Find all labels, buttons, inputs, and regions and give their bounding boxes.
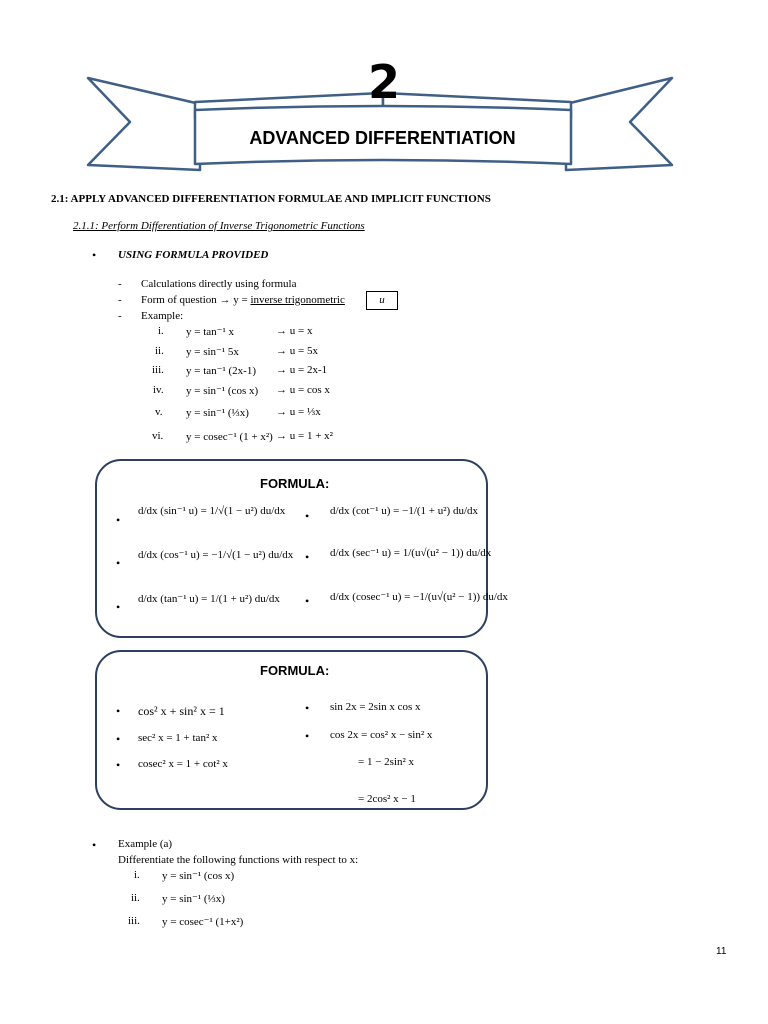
- section-heading: 2.1: APPLY ADVANCED DIFFERENTIATION FORMULAE AND IMPLICIT FUNCTIONS: [51, 193, 491, 205]
- dash-item-2-prefix: Form of question → y =: [141, 294, 251, 306]
- example-u: → u = cos x: [276, 384, 330, 396]
- formula-cos-inverse: d/dx (cos⁻¹ u) = −1/√(1 − u²) du/dx: [138, 549, 294, 561]
- example-u: → u = 1 + x²: [276, 430, 333, 442]
- chapter-number: 2: [367, 55, 400, 109]
- formula-sin-inverse: d/dx (sin⁻¹ u) = 1/√(1 − u²) du/dx: [138, 505, 286, 517]
- bullet-icon: •: [92, 838, 97, 852]
- dash-item-2-underlined: inverse trigonometric: [250, 294, 345, 306]
- example-expr: y = sin⁻¹ 5x: [186, 346, 239, 358]
- identity-sin2x: sin 2x = 2sin x cos x: [330, 701, 421, 713]
- example-num: v.: [155, 406, 163, 418]
- example-a-num: ii.: [131, 892, 140, 904]
- dash-icon: -: [118, 310, 122, 322]
- example-u: → u = x: [276, 325, 313, 337]
- example-expr: y = cosec⁻¹ (1 + x²): [186, 431, 273, 443]
- bullet-icon: •: [116, 600, 121, 614]
- identity-cos2x-b: = 1 − 2sin² x: [358, 756, 415, 768]
- bullet-icon: •: [116, 704, 121, 718]
- example-u: → u = 2x-1: [276, 364, 328, 376]
- identity-pythagorean-3: cosec² x = 1 + cot² x: [138, 758, 228, 770]
- bullet-icon: •: [305, 701, 310, 715]
- formula-cosec-inverse: d/dx (cosec⁻¹ u) = −1/(u√(u² − 1)) du/dx: [330, 591, 508, 603]
- identity-cos2x-c: = 2cos² x − 1: [358, 793, 416, 805]
- bullet-icon: •: [92, 248, 97, 262]
- dash-icon: -: [118, 278, 122, 290]
- example-a-title: Example (a): [118, 838, 173, 850]
- example-a-num: i.: [134, 869, 140, 881]
- subsection-heading: 2.1.1: Perform Differentiation of Inverse Trigonometric Functions: [73, 220, 365, 232]
- dash-item-1: Calculations directly using formula: [141, 278, 297, 290]
- example-a-expr: y = cosec⁻¹ (1+x²): [162, 916, 244, 928]
- example-a-expr: y = sin⁻¹ (⅓x): [162, 893, 225, 905]
- u-box: u: [366, 291, 398, 310]
- dash-item-2: [141, 294, 345, 306]
- using-heading: USING FORMULA PROVIDED: [118, 249, 269, 261]
- formula-cot-inverse: d/dx (cot⁻¹ u) = −1/(1 + u²) du/dx: [330, 505, 479, 517]
- example-a-instruction: Differentiate the following functions with respect to x:: [118, 854, 359, 866]
- bullet-icon: •: [305, 509, 310, 523]
- chapter-title: ADVANCED DIFFERENTIATION: [249, 128, 516, 148]
- example-num: iii.: [152, 364, 164, 376]
- bullet-icon: •: [116, 556, 121, 570]
- identity-cos2x-a: cos 2x = cos² x − sin² x: [330, 729, 433, 741]
- bullet-icon: •: [116, 513, 121, 527]
- identity-pythagorean-1: cos² x + sin² x = 1: [138, 704, 225, 718]
- example-a-expr: y = sin⁻¹ (cos x): [162, 870, 235, 882]
- example-expr: y = tan⁻¹ x: [186, 326, 234, 338]
- page-number: 11: [716, 946, 727, 957]
- formula-title: FORMULA:: [260, 476, 330, 491]
- identity-pythagorean-2: sec² x = 1 + tan² x: [138, 732, 218, 744]
- bullet-icon: •: [305, 550, 310, 564]
- bullet-icon: •: [305, 729, 310, 743]
- bullet-icon: •: [305, 594, 310, 608]
- example-num: ii.: [155, 345, 164, 357]
- example-u: → u = ⅓x: [276, 406, 321, 418]
- example-expr: y = sin⁻¹ (cos x): [186, 385, 259, 397]
- formula-title: FORMULA:: [260, 663, 330, 678]
- example-u: → u = 5x: [276, 345, 318, 357]
- example-a-num: iii.: [128, 915, 140, 927]
- formula-tan-inverse: d/dx (tan⁻¹ u) = 1/(1 + u²) du/dx: [138, 593, 280, 605]
- bullet-icon: •: [116, 758, 121, 772]
- dash-icon: -: [118, 294, 122, 306]
- dash-item-3: Example:: [141, 310, 184, 322]
- example-num: i.: [158, 325, 164, 337]
- example-expr: y = tan⁻¹ (2x-1): [186, 365, 256, 377]
- example-num: iv.: [153, 384, 164, 396]
- example-expr: y = sin⁻¹ (⅓x): [186, 407, 249, 419]
- bullet-icon: •: [116, 732, 121, 746]
- example-num: vi.: [152, 430, 164, 442]
- formula-sec-inverse: d/dx (sec⁻¹ u) = 1/(u√(u² − 1)) du/dx: [330, 547, 492, 559]
